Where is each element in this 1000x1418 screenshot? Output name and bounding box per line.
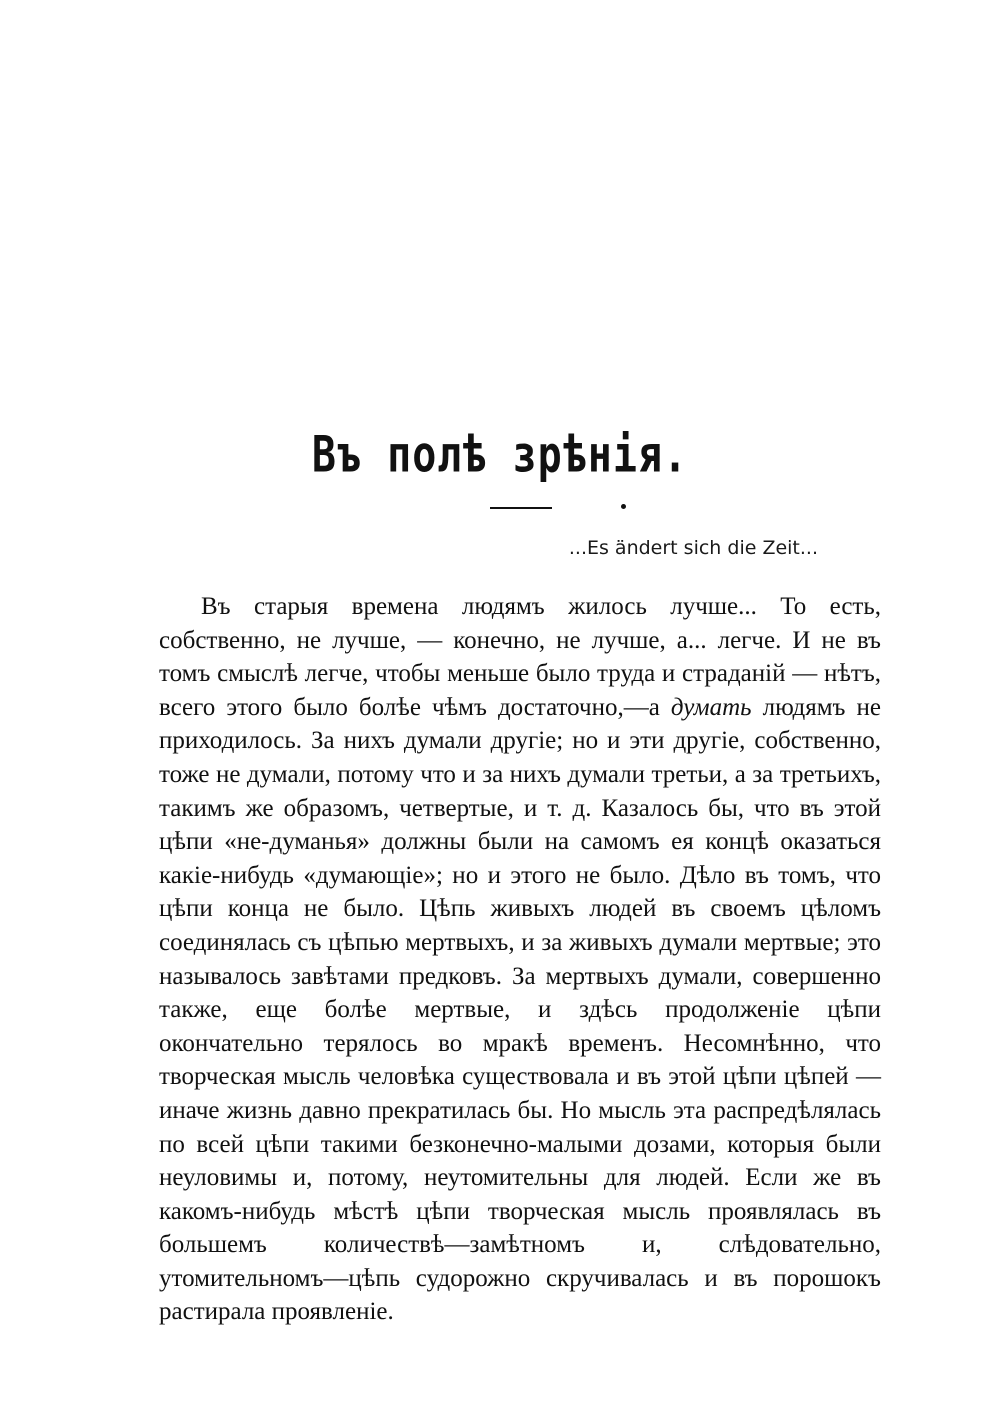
paragraph-emphasis: думать [670, 693, 752, 721]
paragraph-text-start: Въ старыя времена людямъ жилось лучше... То есть, собственно, не лучше, — конечно, не лучше, а... легче. И не въ томъ смыслѣ легче, чтобы меньше было труда и страданій — нѣтъ, всего этого было болѣе чѣмъ достаточно,—а [159, 593, 881, 721]
title-dot [621, 504, 626, 509]
paragraph-text-end: людямъ не приходилось. За нихъ думали другіе; но и эти другіе, собственно, тоже не думали, потому что и за нихъ думали третьи, а за третьихъ, такимъ же образомъ, четвертые, и т. д. Казалось бы, что въ этой цѣпи «не-думанья» должны были на самомъ ея концѣ оказаться какіе-нибудь «думающіе»; но и этого не было. Дѣло въ томъ, что цѣпи конца не было. Цѣпь живыхъ людей въ своемъ цѣломъ соединялась съ цѣпью мертвыхъ, и за живыхъ думали мертвые; это называлось завѣтами предковъ. За мертвыхъ думали, совершенно также, еще болѣе мертвые, и здѣсь продолженіе цѣпи окончательно терялось во мракѣ временъ. Несомнѣнно, что творческая мысль человѣка существовала и въ этой цѣпи цѣпей — иначе жизнь давно прекратилась бы. Но мысль эта распредѣлялась по всей цѣпи такими безконечно-малыми дозами, которыя были неуловимы и, потому, неутомительны для людей. Если же въ какомъ-нибудь мѣстѣ цѣпи творческая мысль проявлялась въ большемъ количествѣ—замѣтномъ и, слѣдовательно, утомительномъ—цѣпь судорожно скручивалась и въ порошокъ растирала проявленіе. [159, 693, 881, 1326]
body-paragraph [159, 590, 881, 1329]
chapter-title: Въ полѣ зрѣнія. [311, 426, 689, 484]
title-rule [490, 507, 552, 509]
epigraph: ...Es ändert sich die Zeit... [568, 537, 818, 559]
